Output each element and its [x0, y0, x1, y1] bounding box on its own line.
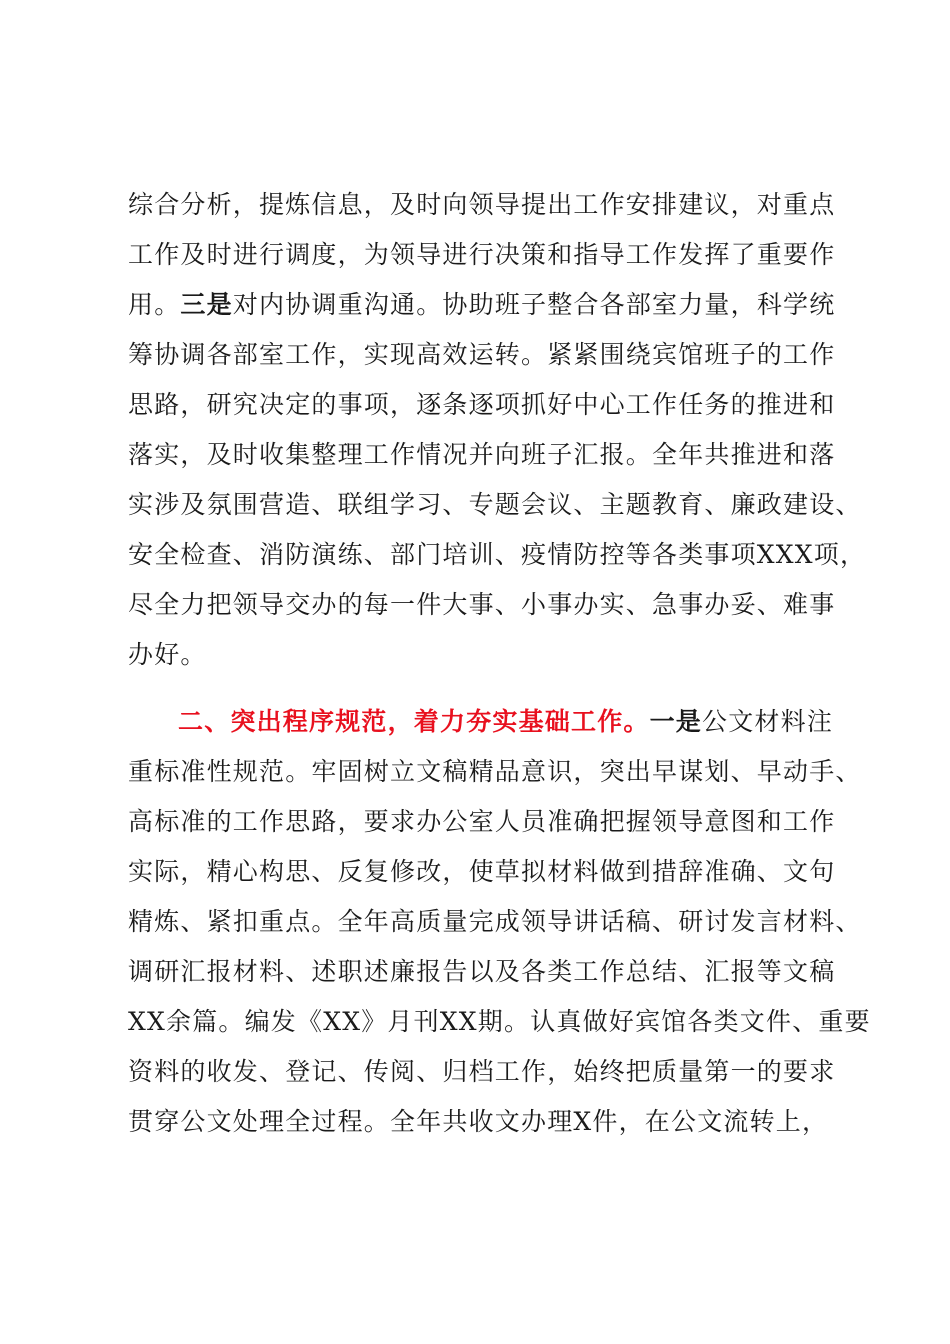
- text-line: 重标准性规范。牢固树立文稿精品意识，突出早谋划、早动手、: [128, 757, 862, 786]
- text-run: 用。: [128, 290, 181, 319]
- text-line: 筹协调各部室工作，实现高效运转。紧紧围绕宾馆班子的工作: [128, 340, 836, 369]
- text-line: 思路，研究决定的事项，逐条逐项抓好中心工作任务的推进和: [128, 390, 836, 419]
- text-line: 高标准的工作思路，要求办公室人员准确把握领导意图和工作: [128, 807, 836, 836]
- text-line: 实涉及氛围营造、联组学习、专题会议、主题教育、廉政建设、: [128, 490, 862, 519]
- text-line: [178, 705, 833, 739]
- text-run: 对内协调重沟通。协助班子整合各部室力量，科学统: [232, 290, 836, 319]
- text-line: 综合分析，提炼信息，及时向领导提出工作安排建议，对重点: [128, 190, 836, 219]
- text-line: 贯穿公文处理全过程。全年共收文办理X件，在公文流转上，: [128, 1107, 829, 1136]
- text-line: 工作及时进行调度，为领导进行决策和指导工作发挥了重要作: [128, 240, 836, 269]
- text-line: 精炼、紧扣重点。全年高质量完成领导讲话稿、研讨发言材料、: [128, 907, 862, 936]
- text-line: 实际，精心构思、反复修改，使草拟材料做到措辞准确、文句: [128, 857, 836, 886]
- text-line: 调研汇报材料、述职述廉报告以及各类工作总结、汇报等文稿: [128, 957, 836, 986]
- text-run: 公文材料注: [702, 707, 834, 736]
- emphasis-label: 一是: [649, 707, 703, 736]
- text-line: 资料的收发、登记、传阅、归档工作，始终把质量第一的要求: [128, 1057, 836, 1086]
- text-line: 办好。: [128, 640, 207, 669]
- text-line: [128, 288, 835, 322]
- text-line: 尽全力把领导交办的每一件大事、小事办实、急事办妥、难事: [128, 590, 836, 619]
- section-heading: 二、突出程序规范，着力夯实基础工作。: [178, 707, 650, 736]
- text-line: XX余篇。编发《XX》月刊XX期。认真做好宾馆各类文件、重要: [128, 1007, 871, 1036]
- emphasis-label: 三是: [180, 290, 233, 319]
- text-line: 安全检查、消防演练、部门培训、疫情防控等各类事项XXX项，: [128, 540, 867, 569]
- text-line: 落实，及时收集整理工作情况并向班子汇报。全年共推进和落: [128, 440, 836, 469]
